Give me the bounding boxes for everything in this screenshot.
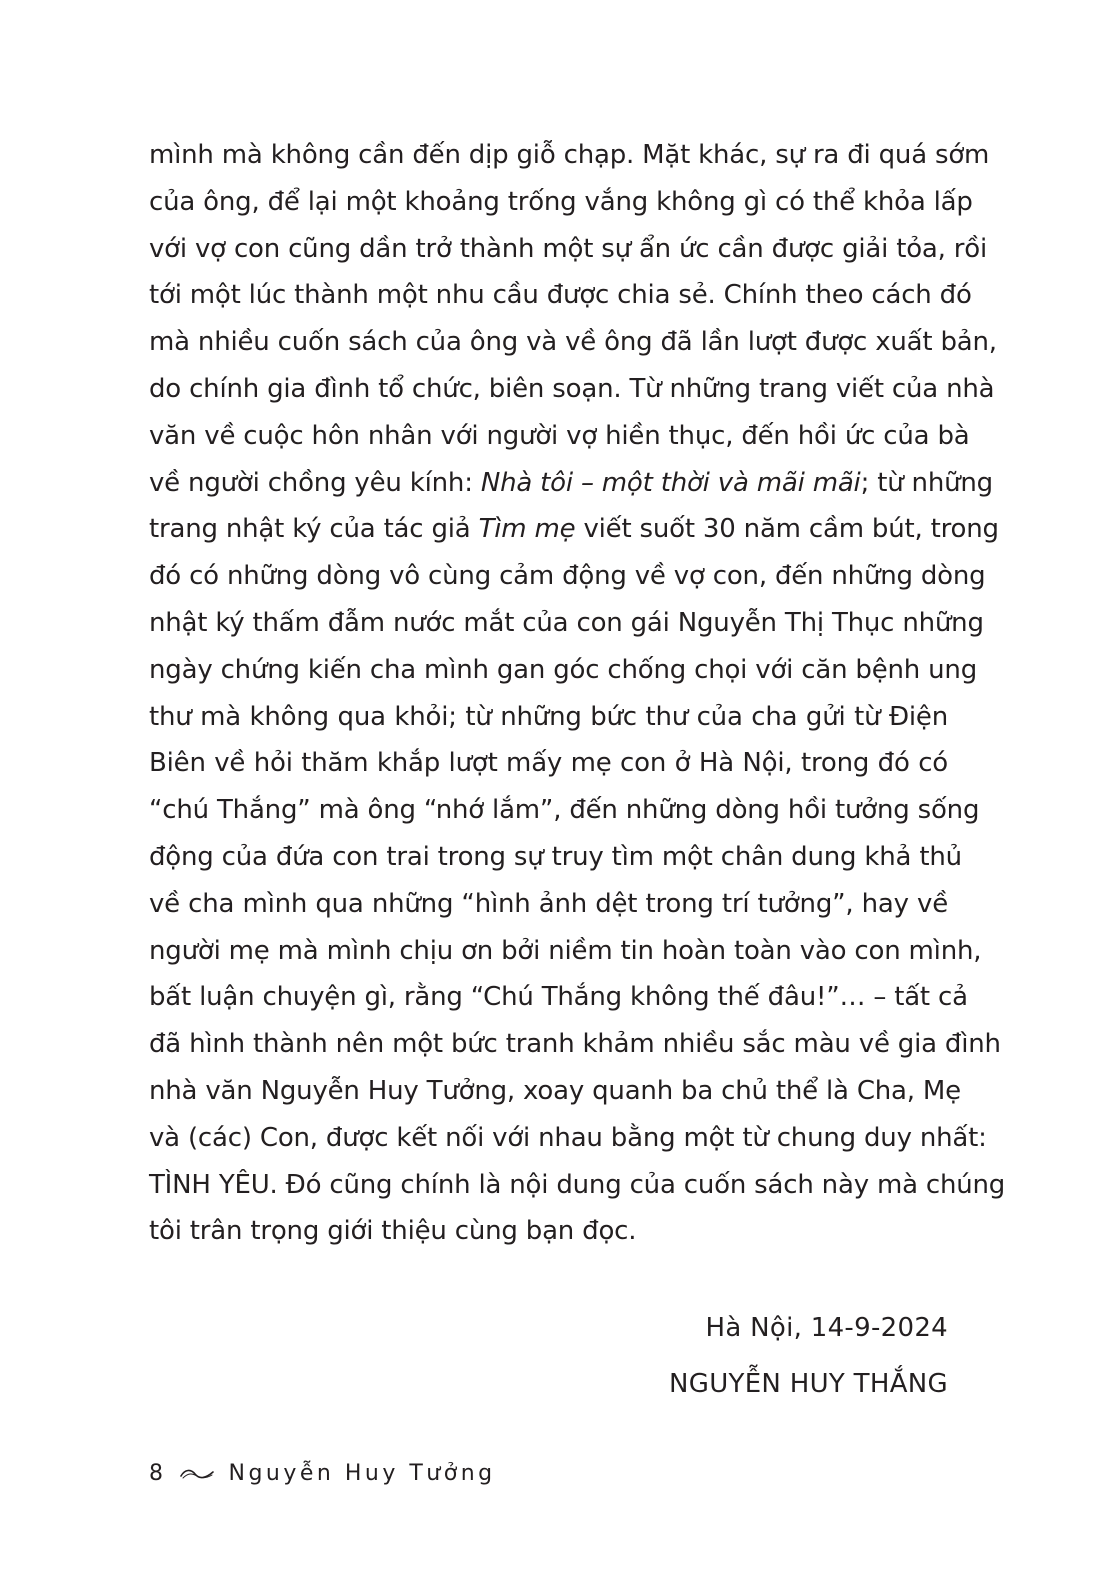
text-segment: mình mà không cần đến dịp giỗ chạp. Mặt khác, sự ra đi quá sớm: [149, 140, 990, 170]
text-segment: động của đứa con trai trong sự truy tìm một chân dung khả thủ: [149, 841, 962, 872]
text-line: [149, 928, 982, 975]
text-line: [149, 647, 978, 694]
text-segment: người mẹ mà mình chịu ơn bởi niềm tin hoàn toàn vào con mình,: [149, 935, 982, 966]
text-line: [149, 974, 968, 1021]
text-segment: của ông, để lại một khoảng trống vắng không gì có thể khỏa lấp: [149, 186, 973, 217]
text-line: [149, 1115, 987, 1162]
text-line: [149, 1208, 948, 1255]
text-segment: văn về cuộc hôn nhân với người vợ hiền thục, đến hồi ức của bà: [149, 420, 970, 451]
text-segment: “chú Thắng” mà ông “nhớ lắm”, đến những dòng hồi tưởng sống: [149, 795, 980, 826]
text-segment: nhật ký thấm đẫm nước mắt của con gái Nguyễn Thị Thục những: [149, 607, 984, 638]
text-line: [149, 1021, 1001, 1068]
text-segment: tới một lúc thành một nhu cầu được chia sẻ. Chính theo cách đó: [149, 280, 972, 311]
text-line: [149, 1068, 961, 1115]
text-segment: với vợ con cũng dần trở thành một sự ẩn ức cần được giải tỏa, rồi: [149, 233, 988, 264]
text-segment: và (các) Con, được kết nối với nhau bằng một từ chung duy nhất:: [149, 1122, 987, 1153]
book-title: Tìm mẹ: [478, 514, 576, 545]
running-title: Nguyễn Huy Tưởng: [228, 1460, 496, 1486]
place-date: Hà Nội, 14-9-2024: [705, 1313, 948, 1343]
text-line: [149, 460, 993, 507]
text-segment: trang nhật ký của tác giả: [149, 514, 479, 545]
text-line: [149, 694, 948, 741]
text-line: [149, 272, 972, 319]
text-segment: đó có những dòng vô cùng cảm động về vợ con, đến những dòng: [149, 561, 986, 592]
text-segment: về cha mình qua những “hình ảnh dệt trong trí tưởng”, hay về: [149, 888, 948, 919]
text-segment: nhà văn Nguyễn Huy Tưởng, xoay quanh ba chủ thể là Cha, Mẹ: [149, 1075, 961, 1106]
text-line: [149, 226, 988, 273]
text-line: [149, 740, 948, 787]
text-line: [149, 600, 984, 647]
author-name: NGUYỄN HUY THẮNG: [669, 1369, 948, 1399]
text-line: [149, 179, 973, 226]
text-segment: bất luận chuyện gì, rằng “Chú Thắng không thế đâu!”… – tất cả: [149, 982, 968, 1013]
text-segment: về người chồng yêu kính:: [149, 467, 481, 498]
text-segment: thư mà không qua khỏi; từ những bức thư của cha gửi từ Điện: [149, 701, 948, 732]
text-line: [149, 132, 990, 179]
page-number: 8: [149, 1460, 167, 1486]
text-line: [149, 366, 995, 413]
text-segment: Biên về hỏi thăm khắp lượt mấy mẹ con ở Hà Nội, trong đó có: [149, 748, 948, 779]
text-segment: ngày chứng kiến cha mình gan góc chống chọi với căn bệnh ung: [149, 654, 978, 685]
text-segment: mà nhiều cuốn sách của ông và về ông đã lần lượt được xuất bản,: [149, 327, 997, 358]
page-footer: [149, 1456, 496, 1490]
text-line: [149, 881, 948, 928]
text-line: [149, 413, 970, 460]
text-segment: TÌNH YÊU. Đó cũng chính là nội dung của cuốn sách này mà chúng: [149, 1169, 1006, 1200]
text-line: [149, 553, 986, 600]
text-segment: do chính gia đình tổ chức, biên soạn. Từ những trang viết của nhà: [149, 373, 995, 404]
text-line: [149, 506, 999, 553]
text-segment: viết suốt 30 năm cầm bút, trong: [575, 514, 999, 545]
body-text: [149, 132, 1006, 1255]
swash-ornament-icon: [179, 1464, 215, 1482]
text-line: [149, 319, 997, 366]
text-line: [149, 787, 980, 834]
text-line: [149, 834, 962, 881]
text-segment: tôi trân trọng giới thiệu cùng bạn đọc.: [149, 1216, 637, 1247]
book-title: Nhà tôi – một thời và mãi mãi: [480, 467, 861, 498]
signature-block: [669, 1300, 948, 1412]
text-segment: đã hình thành nên một bức tranh khảm nhiều sắc màu về gia đình: [149, 1029, 1001, 1060]
text-line: [149, 1162, 1006, 1209]
text-segment: ; từ những: [860, 467, 993, 498]
